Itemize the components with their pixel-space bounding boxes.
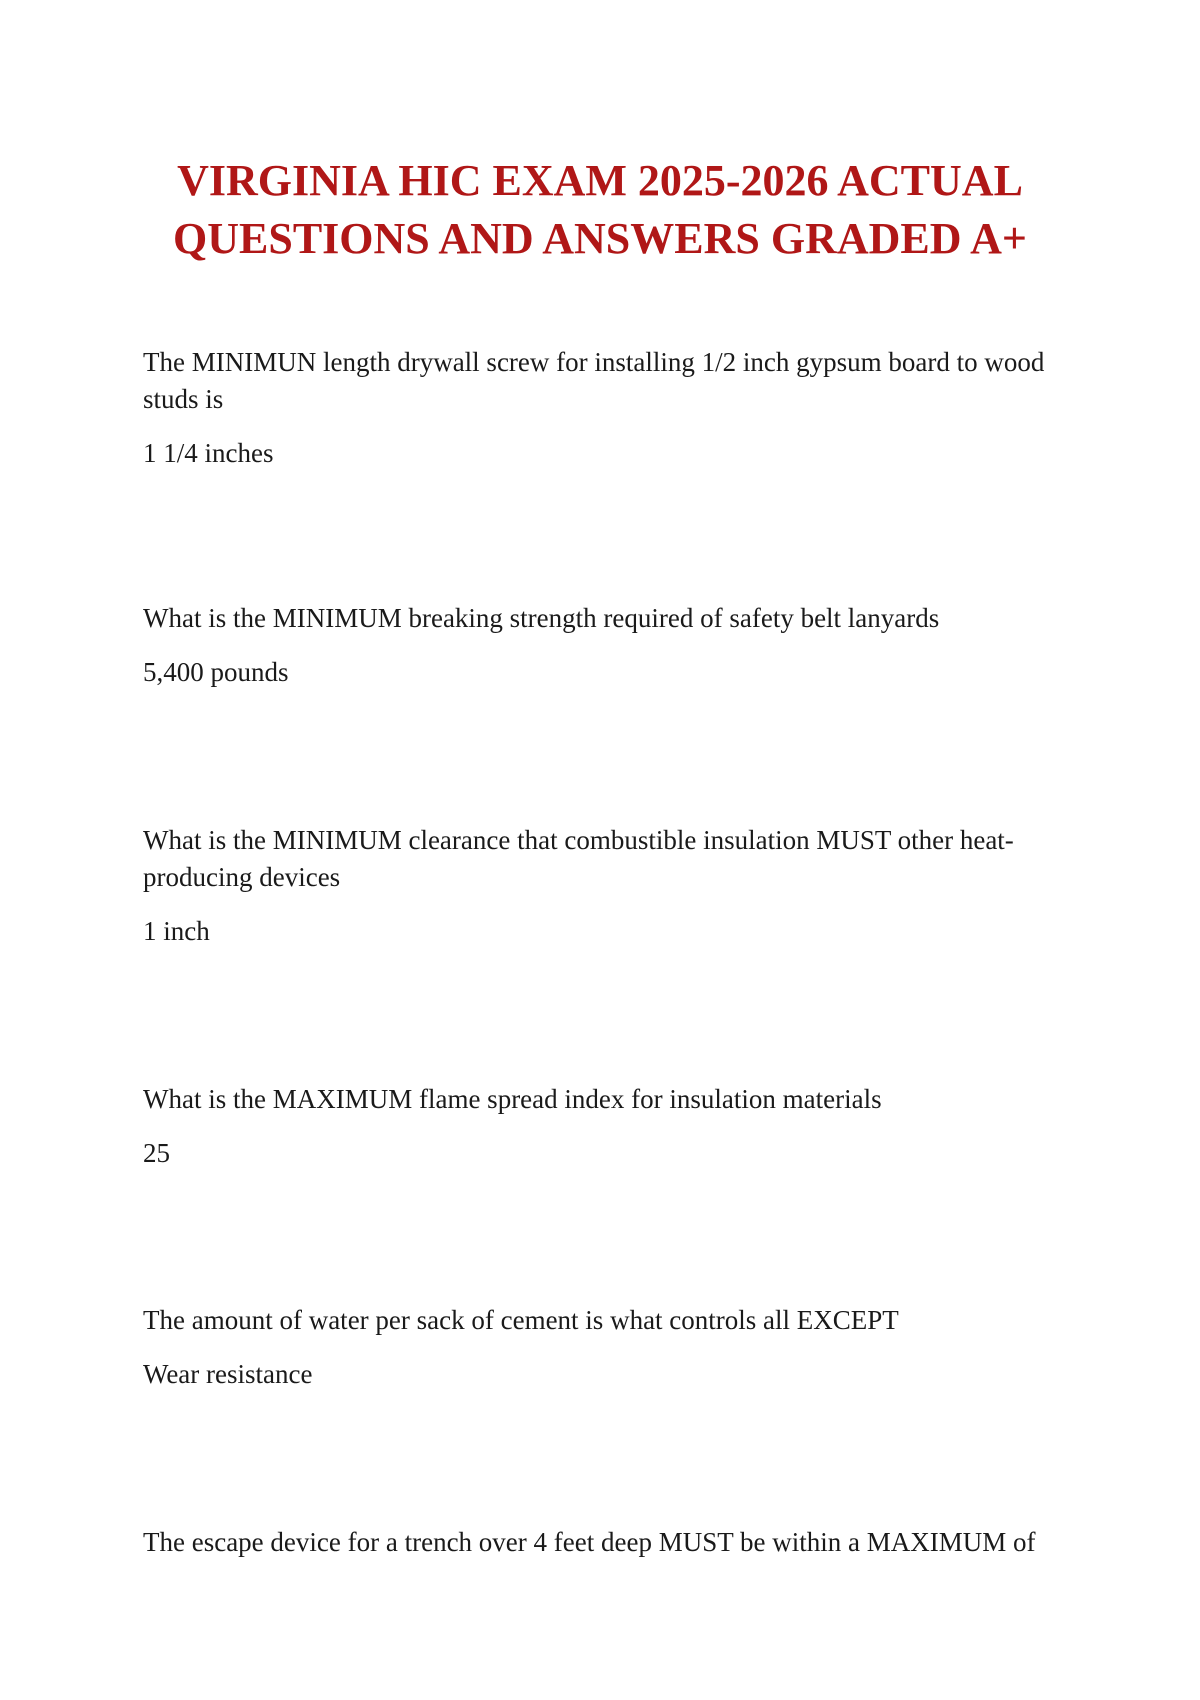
answer-text: Wear resistance [143,1359,313,1389]
answer-text: 1 inch [143,916,210,946]
question-text: What is the MINIMUM clearance that combustible insulation MUST other heat-producing devices [143,825,1014,892]
qa-item-5 [143,1302,1083,1393]
answer-text: 25 [143,1138,170,1168]
title-line-1: VIRGINIA HIC EXAM 2025-2026 ACTUAL [177,156,1023,205]
document-title [100,152,1100,268]
question-text: The amount of water per sack of cement is what controls all EXCEPT [143,1305,899,1335]
title-line-2: QUESTIONS AND ANSWERS GRADED A+ [173,214,1027,263]
answer-text: 1 1/4 inches [143,438,274,468]
question-text: What is the MAXIMUM flame spread index for insulation materials [143,1084,882,1114]
qa-item-1 [143,344,1083,472]
qa-item-4 [143,1081,1083,1172]
question-text: What is the MINIMUM breaking strength required of safety belt lanyards [143,603,940,633]
answer-text: 5,400 pounds [143,657,289,687]
qa-item-2 [143,600,1083,691]
qa-item-6 [143,1524,1083,1561]
question-text: The escape device for a trench over 4 feet deep MUST be within a MAXIMUM of [143,1527,1036,1557]
qa-item-3 [143,822,1083,950]
question-text: The MINIMUN length drywall screw for installing 1/2 inch gypsum board to wood studs is [143,347,1045,414]
